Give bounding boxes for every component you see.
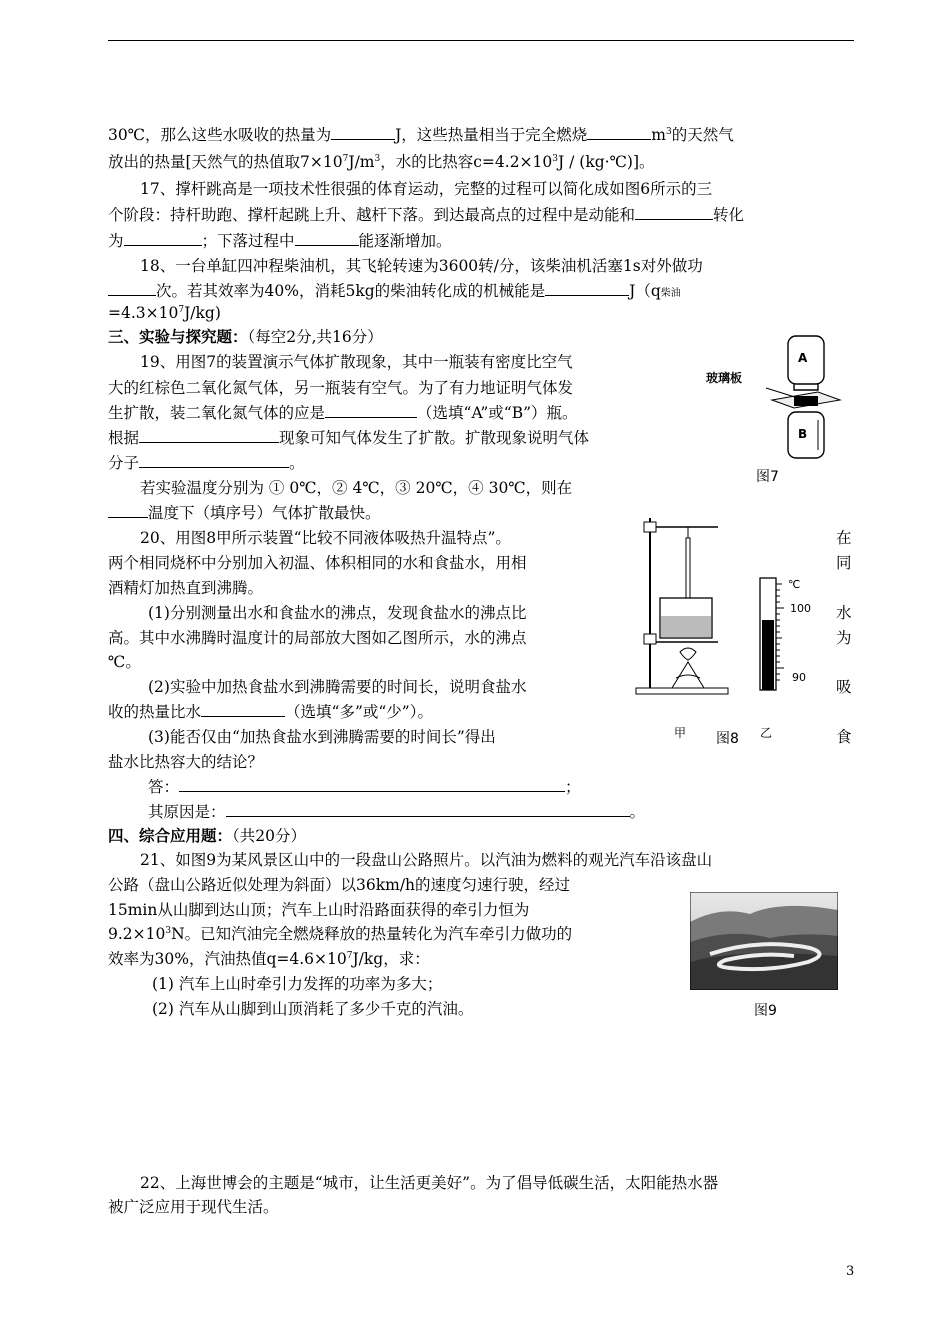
bottle-b-label: B	[798, 427, 808, 441]
text-line: 收的热量比水 （选填“多”或“少”）。	[108, 703, 433, 721]
right-margin-char: 吸	[836, 678, 852, 696]
right-margin-char: 水	[836, 604, 852, 622]
text-line: $9.2\times 10^3N$。已知汽油完全燃烧释放的热量转化为汽车牵引力做功的	[108, 925, 573, 943]
text-line: 个阶段：持杆助跑、撑杆起跳上升、越杆下落。到达最高点的过程中是动能和 转化	[108, 206, 745, 224]
question-22: 22、上海世博会的主题是“城市，让生活更美好”。为了倡导低碳生活，太阳能热水器	[140, 1174, 719, 1192]
question-21: 21、如图9为某风景区山中的一段盘山公路照片。以汽油为燃料的观光汽车沿该盘山	[140, 851, 713, 869]
right-margin-char: 食	[836, 728, 852, 746]
text-line: 答： ；	[148, 778, 581, 796]
question-20: 20、用图8甲所示装置“比较不同液体吸热升温特点”。	[140, 529, 511, 547]
text-line: 盐水比热容大的结论？	[108, 753, 264, 771]
question-17: 17、撑杆跳高是一项技术性很强的体育运动，完整的过程可以简化成如图6所示的三	[140, 180, 713, 198]
tick-label-100: 100	[790, 602, 811, 615]
text-line: 高。其中水沸腾时温度计的局部放大图如乙图所示，水的沸点	[108, 629, 527, 647]
page-number: 3	[846, 1264, 855, 1279]
text-line: 放出的热量[天然气的热值取$7\times 10^7J/m^3$，水的比热容$c=4.2\times 10^3J$ / (kg·℃)]。	[108, 153, 655, 171]
text-line: 分子 。	[108, 454, 305, 472]
text-line: (2) 汽车从山脚到山顶消耗了多少千克的汽油。	[152, 1000, 474, 1018]
text-line: (1)分别测量出水和食盐水的沸点，发现食盐水的沸点比	[148, 604, 527, 622]
text-line: 其原因是： 。	[148, 803, 646, 821]
text-line: 30℃，那么这些水吸收的热量为 J，这些热量相当于完全燃烧 $m^3$的天然气	[108, 126, 734, 144]
unit-label: ℃	[788, 578, 801, 591]
figure-8-jia-label: 甲	[674, 726, 687, 740]
text-line: 效率为30%，汽油热值$q=4.6\times 10^7J/kg$，求：	[108, 950, 430, 968]
header-rule	[108, 40, 854, 41]
glass-plate-label: 玻璃板	[706, 371, 743, 385]
figure-7-caption: 图7	[756, 469, 779, 485]
figure-8-yi-label: 乙	[760, 726, 773, 740]
figure-9-mountain-road-photo	[690, 892, 838, 990]
text-line: 被广泛应用于现代生活。	[108, 1198, 279, 1216]
figure-8-thermometer-zoom	[756, 574, 826, 694]
text-line: 生扩散，装二氧化氮气体的应是 （选填“A”或“B”）瓶。	[108, 404, 578, 422]
text-line: ℃。	[108, 653, 141, 671]
text-line: 根据 现象可知气体发生了扩散。扩散现象说明气体	[108, 429, 590, 447]
text-line: 公路（盘山公路近似处理为斜面）以36km/h的速度匀速行驶，经过	[108, 876, 571, 894]
figure-7-diffusion-bottles	[700, 330, 850, 460]
text-line: 大的红棕色二氧化氮气体，另一瓶装有空气。为了有力地证明气体发	[108, 379, 574, 397]
right-margin-char: 同	[836, 554, 852, 572]
section-3-heading: 三、实验与探究题：（每空2分,共16分）	[108, 328, 383, 346]
text-line: (2)实验中加热食盐水到沸腾需要的时间长，说明食盐水	[148, 678, 527, 696]
figure-8-caption: 图8	[716, 731, 739, 747]
text-line: 15min从山脚到达山顶；汽车上山时沿路面获得的牵引力恒为	[108, 901, 530, 919]
figure-9-caption: 图9	[754, 1003, 777, 1019]
text-line: (1) 汽车上山时牵引力发挥的功率为多大；	[152, 975, 443, 993]
text-line: (3)能否仅由“加热食盐水到沸腾需要的时间长”得出	[148, 728, 496, 746]
tick-label-90: 90	[792, 671, 806, 684]
text-line: $=4.3\times 10^7J/kg$)	[108, 304, 221, 322]
text-line: 为 ；下落过程中 能逐渐增加。	[108, 232, 452, 250]
right-margin-char: 为	[836, 629, 852, 647]
section-4-heading: 四、综合应用题：（共20分）	[108, 827, 306, 845]
question-19: 19、用图7的装置演示气体扩散现象，其中一瓶装有密度比空气	[140, 353, 573, 371]
bottle-a-label: A	[798, 351, 808, 365]
text-line: 两个相同烧杯中分别加入初温、体积相同的水和食盐水，用相	[108, 554, 527, 572]
figure-8-heating-apparatus	[632, 512, 742, 702]
question-18: 18、一台单缸四冲程柴油机，其飞轮转速为3600转/分，该柴油机活塞1s对外做功	[140, 257, 703, 275]
text-line: 酒精灯加热直到沸腾。	[108, 579, 264, 597]
text-line: 温度下（填序号）气体扩散最快。	[108, 503, 381, 523]
right-margin-char: 在	[836, 529, 852, 547]
text-line: 次。若其效率为40%，消耗5kg的柴油转化成的机械能是 J（q柴油	[108, 281, 681, 304]
text-line: 若实验温度分别为 ① 0℃，② 4℃，③ 20℃，④ 30℃，则在	[140, 479, 573, 497]
